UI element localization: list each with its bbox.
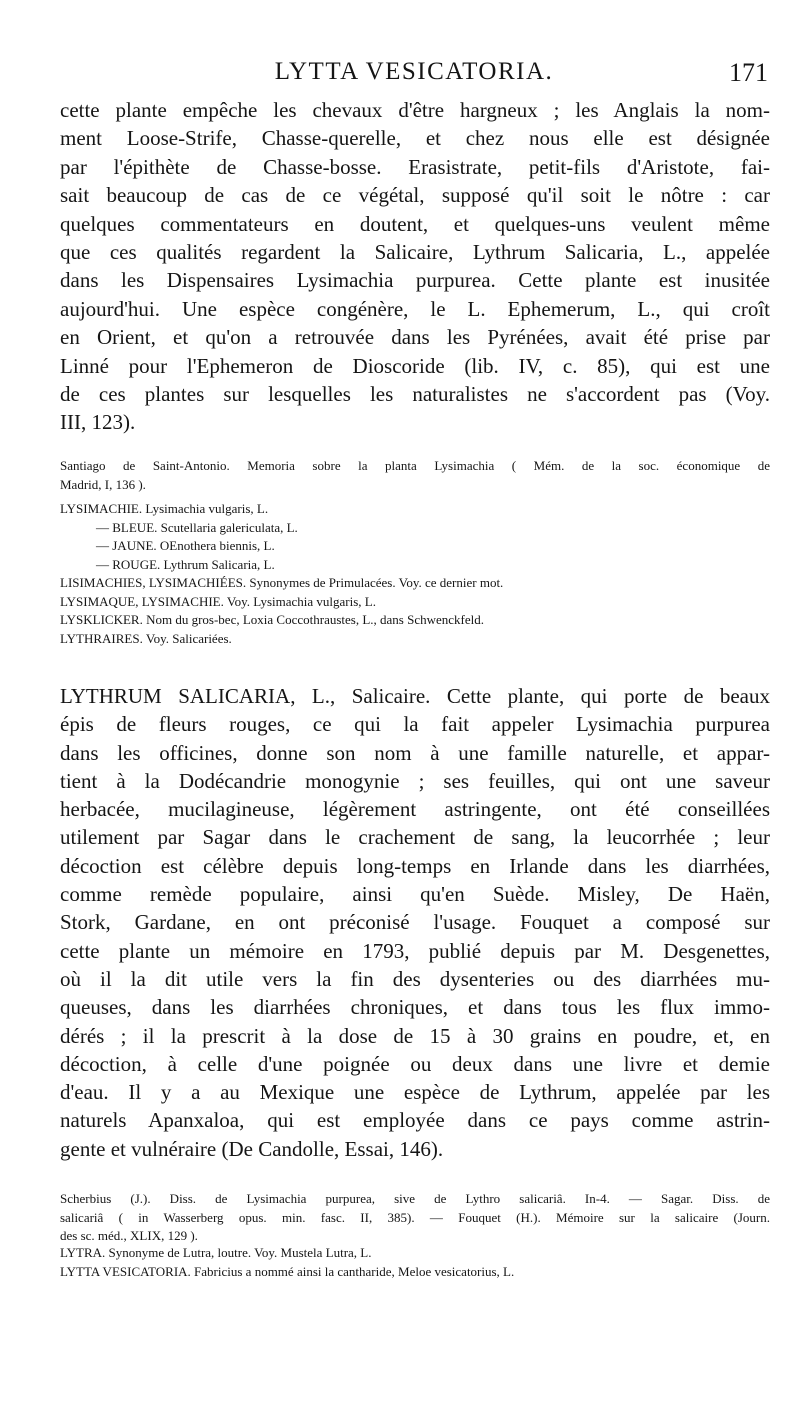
reference-line: des sc. méd., XLIX, 129 ).	[60, 1228, 198, 1243]
text-line: épis de fleurs rouges, ce qui la fait appeler Lysimachia purpurea	[60, 712, 770, 737]
text-line: Linné pour l'Ephemeron de Dioscoride (lib. IV, c. 85), qui est une	[60, 353, 770, 378]
text-line: dans les Dispensaires Lysimachia purpurea. Cette plante est inusitée	[60, 268, 770, 293]
dictionary-entries	[60, 1244, 770, 1281]
text-line: sait beaucoup de cas de ce végétal, supposé qu'il soit le nôtre : car	[60, 183, 770, 208]
reference-line: Madrid, I, 136 ).	[60, 476, 146, 492]
text-line: par l'épithète de Chasse-bosse. Erasistrate, petit-fils d'Aristote, fai-	[60, 154, 770, 179]
text-line: décoction, à celle d'une poignée ou deux dans une livre et demie	[60, 1051, 770, 1076]
text-line: où il la dit utile vers la fin des dysenteries ou des diarrhées mu-	[60, 966, 770, 991]
entry-lysimachie-rouge: — ROUGE. Lythrum Salicaria, L.	[96, 556, 275, 572]
paragraph-continuation	[60, 96, 770, 437]
text-line: naturels Apanxaloa, qui est employée dans ce pays comme astrin-	[60, 1108, 770, 1133]
text-line: aujourd'hui. Une espèce congénère, le L. Ephemerum, L., qui croît	[60, 296, 770, 321]
text-line: d'eau. Il y a au Mexique une espèce de Lythrum, appelée par les	[60, 1080, 770, 1105]
text-line: tient à la Dodécandrie monogynie ; ses feuilles, qui ont une saveur	[60, 768, 770, 793]
text-line: cette plante empêche les chevaux d'être hargneux ; les Anglais la nom-	[60, 98, 770, 122]
entry-lysimachie-jaune: — JAUNE. OEnothera biennis, L.	[96, 538, 275, 553]
dictionary-entries	[60, 500, 770, 648]
entry-lytra: LYTRA. Synonyme de Lutra, loutre. Voy. Mustela Lutra, L.	[60, 1245, 372, 1260]
entry-lysimachie: LYSIMACHIE. Lysimachia vulgaris, L.	[60, 501, 269, 516]
text-line: que ces qualités regardent la Salicaire, Lythrum Salicaria, L., appelée	[60, 239, 770, 264]
article-lythrum-salicaria	[60, 682, 770, 1163]
text-line: ment Loose-Strife, Chasse-querelle, et chez nous elle est désignée	[60, 126, 770, 151]
text-line: Stork, Gardane, en ont préconisé l'usage. Fouquet a composé sur	[60, 910, 770, 935]
entry-lisimachies: LISIMACHIES, LYSIMACHIÉES. Synonymes de Primulacées. Voy. ce dernier mot.	[60, 575, 504, 590]
entry-lysimaque: LYSIMAQUE, LYSIMACHIE. Voy. Lysimachia vulgaris, L.	[60, 593, 376, 609]
text-line: comme remède populaire, ainsi qu'en Suède. Misley, De Haën,	[60, 882, 770, 907]
page-number: 171	[729, 58, 768, 87]
bibliography-note	[60, 457, 770, 494]
text-line: quelques commentateurs en doutent, et quelques-uns veulent même	[60, 211, 770, 236]
text-line: cette plante un mémoire en 1793, publié depuis par M. Desgenettes,	[60, 938, 770, 963]
text-line: herbacée, mucilagineuse, légèrement astringente, ont été conseillées	[60, 797, 770, 822]
bibliography-note	[60, 1190, 770, 1246]
reference-line: Scherbius (J.). Diss. de Lysimachia purpurea, sive de Lythro salicariâ. In-4. — Sagar. Diss. de	[60, 1191, 770, 1206]
entry-lytta-vesicatoria: LYTTA VESICATORIA. Fabricius a nommé ainsi la cantharide, Meloe vesicatorius, L.	[60, 1263, 515, 1279]
text-line: utilement par Sagar dans le crachement de sang, la leucorrhée ; leur	[60, 825, 770, 850]
text-line: décoction est célèbre depuis long-temps en Irlande dans les diarrhées,	[60, 853, 770, 878]
text-line: gente et vulnéraire (De Candolle, Essai, 146).	[60, 1136, 444, 1161]
entry-lythraires: LYTHRAIRES. Voy. Salicariées.	[60, 630, 232, 646]
text-line: de ces plantes sur lesquelles les naturalistes ne s'accordent pas (Voy.	[60, 381, 770, 406]
text-line: dans les officines, donne son nom à une famille naturelle, et appar-	[60, 740, 770, 765]
text-line: en Orient, et qu'on a retrouvée dans les Pyrénées, avait été prise par	[60, 325, 770, 350]
running-title: LYTTA VESICATORIA.	[274, 58, 554, 85]
page-header	[60, 58, 768, 94]
reference-line: Santiago de Saint-Antonio. Memoria sobre la planta Lysimachia ( Mém. de la soc. économique de	[60, 458, 770, 473]
entry-lysimachie-bleue: — BLEUE. Scutellaria galericulata, L.	[96, 519, 298, 535]
text-line: dérés ; il la prescrit à la dose de 15 à 30 grains en poudre, et, en	[60, 1023, 770, 1048]
entry-lysklicker: LYSKLICKER. Nom du gros-bec, Loxia Coccothraustes, L., dans Schwenckfeld.	[60, 612, 484, 627]
text-line: queuses, dans les diarrhées chroniques, et dans tous les flux immo-	[60, 995, 770, 1020]
reference-line: salicariâ ( in Wasserberg opus. min. fasc. II, 385). — Fouquet (H.). Mémoire sur la salicaire (Journ.	[60, 1209, 770, 1225]
text-line: III, 123).	[60, 410, 136, 435]
text-line: LYTHRUM SALICARIA, L., Salicaire. Cette plante, qui porte de beaux	[60, 684, 770, 708]
